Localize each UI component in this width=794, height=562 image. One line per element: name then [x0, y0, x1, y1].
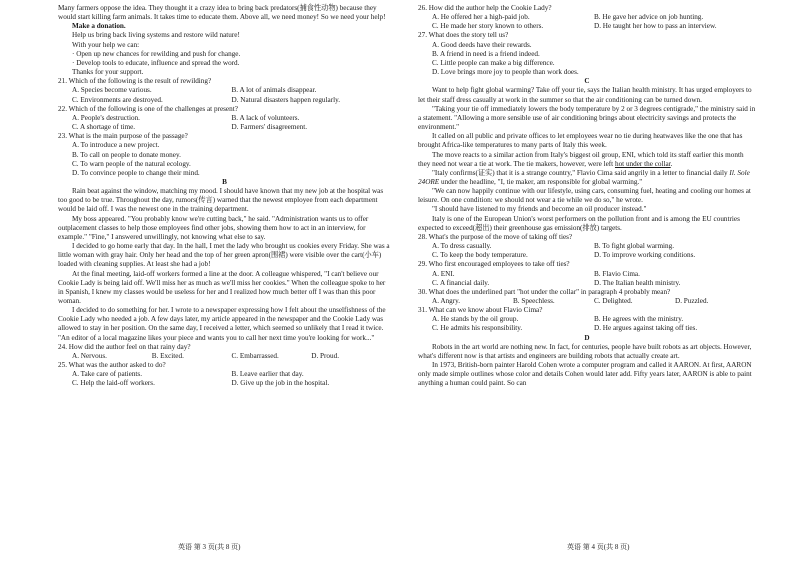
- option-c: C. Embarrassed.: [231, 351, 279, 360]
- section-heading-b: B: [222, 177, 227, 186]
- question-26: [418, 4, 756, 31]
- donation-line: With your help we can:: [72, 40, 140, 49]
- question-23: [58, 132, 391, 178]
- question-stem: 23. What is the main purpose of the passage?: [58, 132, 188, 141]
- question-stem: 24. How did the author feel on that rainy day?: [58, 342, 191, 351]
- passage-paragraph: "We can now happily continue with our lifestyle, using cars, consuming fuel, heating and cooling our homes at leisure. On one condition: we should not wear a tie while we do so," he wrote.: [418, 187, 751, 205]
- option-c: C. Environments are destroyed.: [72, 95, 163, 104]
- option-d: D. He argues against taking off ties.: [594, 324, 698, 333]
- question-stem: 30. What does the underlined part "hot under the collar" in paragraph 4 probably mean?: [418, 287, 671, 296]
- option-c: C. Little people can make a big difference.: [432, 58, 555, 67]
- option-d: D. Proud.: [311, 351, 340, 360]
- option-a: A. He stands by the oil group.: [432, 315, 519, 324]
- question-25: [58, 361, 391, 388]
- option-d: D. Farmers' disagreement.: [231, 123, 308, 132]
- option-c: C. To keep the body temperature.: [432, 251, 528, 260]
- question-stem: 22. Which of the following is one of the challenges at present?: [58, 104, 238, 113]
- newspaper-name: Il. Sole 24ORE: [418, 168, 750, 186]
- right-column: [418, 4, 756, 389]
- option-d: D. Puzzled.: [675, 297, 709, 305]
- option-a: A. Species become various.: [72, 86, 152, 95]
- option-d: D. Give up the job in the hospital.: [231, 379, 330, 388]
- question-stem: 25. What was the author asked to do?: [58, 361, 166, 370]
- option-b: B. Excited.: [151, 351, 184, 360]
- option-c: C. He admits his responsibility.: [432, 324, 523, 333]
- question-30: [418, 288, 756, 306]
- option-a: A. Take care of patients.: [72, 370, 143, 379]
- passage-paragraph: Want to help fight global warming? Take off your tie, says the Italian health ministry. It has urged employers to let their staff dress casually at work in the summer so that the air conditioning can be turned down.: [418, 86, 752, 104]
- option-d: D. He taught her how to pass an interview.: [594, 22, 717, 31]
- option-a: A. Nervous.: [72, 351, 107, 360]
- passage-paragraph: In 1973, British-born painter Harold Cohen wrote a computer program and called it AARON. At first, AARON only made simple outlines whose color and details Cohen would later add. Fifty years later, AARON is able to paint anything a human could paint. So can: [418, 361, 752, 388]
- paragraph-text: .: [670, 159, 673, 168]
- option-c: C. He made her story known to others.: [432, 22, 544, 31]
- option-b: B. He agrees with the ministry.: [594, 315, 684, 324]
- question-27: [418, 31, 756, 77]
- option-a: A. ENI.: [432, 269, 455, 278]
- paragraph-text: The move reacts to a similar action from Italy's biggest oil group, ENI, which told its staff earlier this month they need not wear a tie at work. The tie makers, however, were left: [418, 150, 744, 168]
- passage-a-tail: Many farmers oppose the idea. They thought it a crazy idea to bring back predators(捕食性动物) because they would start killing farm animals. It takes time to educate them. Above all, we need money! So we need your help!: [58, 4, 386, 22]
- option-b: B. He gave her advice on job hunting.: [594, 13, 704, 22]
- passage-paragraph: "Taking your tie off immediately lowers the body temperature by 2 or 3 degrees centigrade," the ministry said in a statement. "Allowing a more sensible use of air conditioning brings about electricity savings and protects the environment.": [418, 104, 756, 132]
- option-b: B. To fight global warming.: [594, 242, 675, 251]
- question-stem: 21. Which of the following is the result of rewilding?: [58, 77, 212, 86]
- question-stem: 29. Who first encouraged employees to take off ties?: [418, 260, 570, 269]
- question-21: [58, 77, 391, 104]
- option-c: C. To warn people of the natural ecology.: [72, 159, 191, 168]
- option-b: B. A lack of volunteers.: [231, 113, 300, 122]
- passage-paragraph: It called on all public and private offices to let employees wear no tie during heatwaves like the one that has brought Africa-like temperatures to many parts of Italy this week.: [418, 132, 743, 150]
- section-heading-d: D: [584, 333, 590, 342]
- question-22: [58, 105, 391, 132]
- question-stem: 31. What can we know about Flavio Cima?: [418, 306, 543, 315]
- page-footer-right: 英语 第 4 页(共 8 页): [567, 543, 630, 551]
- passage-paragraph: At the final meeting, laid-off workers formed a line at the door. A colleague whispered, "I can't believe our Cookie Lady is being laid off. We'll miss her as much as we'll miss her cookies." When the colleague spoke to her in Spanish, I knew my classes would be useless for her and I realized how much better off I was than this poor woman.: [58, 269, 386, 305]
- question-stem: 28. What's the purpose of the move of taking off ties?: [418, 232, 573, 241]
- option-b: B. Leave earlier that day.: [231, 370, 304, 379]
- option-c: C. Delighted.: [594, 297, 633, 305]
- question-stem: 26. How did the author help the Cookie Lady?: [418, 4, 552, 12]
- passage-paragraph: [418, 151, 756, 169]
- option-b: B. A lot of animals disappear.: [231, 86, 317, 95]
- option-b: B. Flavio Cima.: [594, 269, 640, 278]
- donation-bullet: · Open up new chances for rewilding and push for change.: [72, 49, 241, 58]
- passage-paragraph: Rain beat against the window, matching my mood. I should have known that my new job at the hospital was too good to be true. Throughout the day, rumors(传言) warned that the newest employee from each department would be laid off. I was the newest one in the training department.: [58, 187, 384, 214]
- passage-paragraph: Robots in the art world are nothing new. In fact, for centuries, people have built robots as art objects. However, what's different now is that artists and engineers are building robots that actually create art.: [418, 342, 752, 360]
- donation-line: Help us bring back living systems and restore wild nature!: [72, 31, 240, 40]
- passage-paragraph: I decided to go home early that day. In the hall, I met the lady who brought us cookies every Friday. She was a little woman with gray hair. Only her head and the top of her green apron(围裙) were visible over the cart(小车) loaded with cleaning supplies. At least she had a job!: [58, 242, 390, 269]
- option-a: A. Good deeds have their rewards.: [432, 40, 532, 49]
- passage-paragraph: [418, 169, 756, 187]
- donation-bullet: · Develop tools to educate, influence and spread the word.: [72, 58, 240, 67]
- question-24: [58, 343, 391, 361]
- question-31: [418, 306, 756, 333]
- question-stem: 27. What does the story tell us?: [418, 31, 509, 40]
- question-28: [418, 233, 756, 260]
- passage-paragraph: I decided to do something for her. I wrote to a newspaper expressing how I felt about the unselfishness of the Cookie Lady who needed a job. A few days later, my article appeared in the newspaper and the Cookie Lady was allowed to stay in her position. On the same day, I received a letter, which seemed so unlikely that I read it twice. "An editor of a local magazine likes your piece and wants you to call her next time you're looking for work...": [58, 306, 386, 342]
- option-b: B. Speechless.: [513, 297, 555, 305]
- option-a: A. To dress casually.: [432, 242, 492, 251]
- option-a: A. To introduce a new project.: [72, 141, 160, 150]
- option-c: C. A shortage of time.: [72, 123, 136, 132]
- option-b: B. A friend in need is a friend indeed.: [432, 49, 540, 58]
- left-column: [58, 4, 391, 389]
- option-d: D. To convince people to change their mind.: [72, 168, 200, 177]
- passage-paragraph: "I should have listened to my friends and become an oil producer instead.": [432, 205, 647, 214]
- option-d: D. Love brings more joy to people than work does.: [432, 68, 579, 77]
- option-b: B. To call on people to donate money.: [72, 150, 181, 159]
- section-heading-c: C: [584, 77, 590, 86]
- option-d: D. Natural disasters happen regularly.: [231, 95, 341, 104]
- option-d: D. To improve working conditions.: [594, 251, 696, 260]
- donation-thanks: Thanks for your support.: [72, 68, 144, 77]
- passage-paragraph: Italy is one of the European Union's worst performers on the pollution front and is among the EU countries expected to exceed(超出) their greenhouse gas emission(排放) targets.: [418, 214, 740, 232]
- paragraph-text: under the headline, "I, tie maker, am responsible for global warming.": [439, 177, 643, 186]
- paragraph-text: "Italy confirms(证实) that it is a strange country," Flavio Cima said angrily in a letter to financial daily: [432, 168, 730, 177]
- option-c: C. A financial daily.: [432, 278, 490, 287]
- option-a: A. He offered her a high-paid job.: [432, 13, 530, 22]
- option-d: D. The Italian health ministry.: [594, 278, 681, 287]
- donation-heading: Make a donation.: [72, 22, 126, 31]
- option-a: A. Angry.: [432, 297, 461, 305]
- page-footer-left: 英语 第 3 页(共 8 页): [178, 543, 241, 551]
- option-a: A. People's destruction.: [72, 113, 140, 122]
- underlined-phrase: hot under the collar: [614, 159, 671, 168]
- passage-paragraph: My boss appeared. "You probably know we're cutting back," he said. "Administration wants us to offer outplacement classes to help those employees find other jobs, showing them how to act in an interview, for example." "Fine," I answered unwillingly, not knowing what else to say.: [58, 214, 369, 241]
- option-c: C. Help the laid-off workers.: [72, 379, 155, 388]
- question-29: [418, 260, 756, 287]
